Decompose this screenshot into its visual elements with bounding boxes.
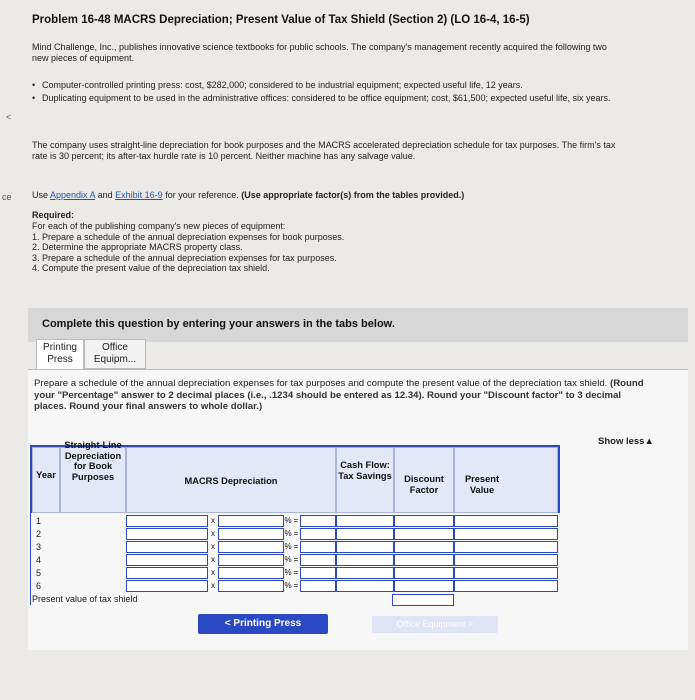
list-item: 1. Prepare a schedule of the annual depreciation expenses for book purposes. <box>32 231 345 242</box>
list-item: 4. Compute the present value of the depreciation tax shield. <box>32 263 270 273</box>
required-list <box>32 221 344 274</box>
col-present-value-header: Present Value <box>464 474 500 495</box>
col-discount-header: Discount Factor <box>404 474 444 495</box>
tab-label-line1: Printing <box>43 342 77 353</box>
equals-sign: = <box>293 555 299 564</box>
equals-sign: = <box>293 568 299 577</box>
equipment-list <box>32 80 632 105</box>
straight-line-input[interactable] <box>126 580 208 592</box>
list-item: 3. Prepare a schedule of the annual depreciation expenses for tax purposes. <box>32 252 337 263</box>
multiply-sign: x <box>211 529 215 538</box>
tab-label-line2: Equipm... <box>93 354 137 365</box>
year-cell: 3 <box>36 542 42 552</box>
col-macrs-header: MACRS Depreciation <box>184 476 278 486</box>
percent-sign: % <box>284 555 292 564</box>
col-straight-line-header: Straight-Line Depreciation for Book Purposes <box>64 440 122 482</box>
instruction-main: Prepare a schedule of the annual depreciation expenses for tax purposes and compute the present value of the depreciation tax shield. <box>34 378 608 389</box>
banner-text: Complete this question by entering your answers in the tabs below. <box>42 318 395 330</box>
straight-line-input[interactable] <box>126 515 208 527</box>
required-heading: Required: <box>32 210 75 220</box>
present-value-input[interactable] <box>454 541 558 553</box>
percent-sign: % <box>284 542 292 551</box>
exhibit-16-9-link[interactable]: Exhibit 16-9 <box>115 190 163 200</box>
equals-sign: = <box>293 581 299 590</box>
discount-factor-input[interactable] <box>394 580 454 592</box>
pv-tax-shield-label: Present value of tax shield <box>32 594 138 604</box>
prev-tab-button[interactable]: < Printing Press <box>198 614 328 634</box>
depreciation-policy: The company uses straight-line depreciation for book purposes and the MACRS accelerated depreciation schedule for tax purposes. The firm's tax rate is 30 percent; its after-tax hurdle rate is 10 percent. Neither machine has any salvage value. <box>32 140 616 161</box>
tab-instructions <box>34 378 644 413</box>
macrs-rate-input[interactable] <box>218 554 284 566</box>
reference-line <box>32 190 652 201</box>
appendix-a-link[interactable]: Appendix A <box>50 190 96 200</box>
show-less-toggle[interactable]: Show less▲ <box>598 436 654 447</box>
straight-line-input[interactable] <box>126 567 208 579</box>
cash-flow-input[interactable] <box>336 567 394 579</box>
equals-sign: = <box>293 516 299 525</box>
present-value-input[interactable] <box>454 580 558 592</box>
col-cash-flow-header: Cash Flow: Tax Savings <box>338 460 392 481</box>
percent-sign: % <box>284 516 292 525</box>
cash-flow-input[interactable] <box>336 580 394 592</box>
discount-factor-input[interactable] <box>394 528 454 540</box>
multiply-sign: x <box>211 568 215 577</box>
list-item: • Computer-controlled printing press: cost, $282,000; considered to be industrial equipment; expected useful life, 12 years. <box>32 80 632 91</box>
percent-sign: % <box>284 529 292 538</box>
multiply-sign: x <box>211 542 215 551</box>
multiply-sign: x <box>211 555 215 564</box>
present-value-input[interactable] <box>454 567 558 579</box>
macrs-rate-input[interactable] <box>218 528 284 540</box>
and-text: and <box>97 190 113 200</box>
collapse-chevron-icon[interactable]: < <box>6 112 12 122</box>
tab-office-equipment[interactable] <box>84 339 146 369</box>
instructions-banner <box>28 308 688 342</box>
present-value-input[interactable] <box>454 554 558 566</box>
instruction-rounding: (Round your "Percentage" answer to 2 decimal places (i.e., .1234 should be entered as 12.34). Round your "Discount factor" to 3 decimal places. Round your final answers to whole dollar.) <box>34 378 644 412</box>
year-cell: 1 <box>36 516 42 526</box>
required-intro: For each of the publishing company's new pieces of equipment: <box>32 221 286 231</box>
year-cell: 5 <box>36 568 42 578</box>
percent-sign: % <box>284 568 292 577</box>
discount-factor-input[interactable] <box>394 515 454 527</box>
discount-factor-input[interactable] <box>394 541 454 553</box>
percent-sign: % <box>284 581 292 590</box>
problem-title: Problem 16-48 MACRS Depreciation; Present Value of Tax Shield (Section 2) (LO 16-4, 16-5) <box>32 14 530 26</box>
tab-label-line2: Press <box>47 354 73 365</box>
macrs-rate-input[interactable] <box>218 515 284 527</box>
year-cell: 4 <box>36 555 42 565</box>
straight-line-input[interactable] <box>126 528 208 540</box>
use-instruction: (Use appropriate factor(s) from the tables provided.) <box>241 190 465 200</box>
list-item: 2. Determine the appropriate MACRS property class. <box>32 242 243 252</box>
side-label: ce <box>2 192 12 202</box>
tab-printing-press[interactable] <box>36 339 84 369</box>
macrs-rate-input[interactable] <box>218 580 284 592</box>
multiply-sign: x <box>211 581 215 590</box>
macrs-depreciation-input[interactable] <box>300 580 336 592</box>
year-cell: 2 <box>36 529 42 539</box>
equals-sign: = <box>293 529 299 538</box>
macrs-depreciation-input[interactable] <box>300 541 336 553</box>
discount-factor-input[interactable] <box>394 554 454 566</box>
list-item: • Duplicating equipment to be used in the administrative offices: considered to be office equipment; cost, $61,500; expected useful life, six years. <box>32 93 632 104</box>
macrs-rate-input[interactable] <box>218 567 284 579</box>
tab-label-line1: Office <box>102 342 128 353</box>
cash-flow-input[interactable] <box>336 554 394 566</box>
macrs-depreciation-input[interactable] <box>300 567 336 579</box>
discount-factor-input[interactable] <box>394 567 454 579</box>
cash-flow-input[interactable] <box>336 541 394 553</box>
macrs-depreciation-input[interactable] <box>300 515 336 527</box>
present-value-input[interactable] <box>454 515 558 527</box>
present-value-input[interactable] <box>454 528 558 540</box>
use-prefix: Use <box>32 190 49 200</box>
equals-sign: = <box>293 542 299 551</box>
cash-flow-input[interactable] <box>336 528 394 540</box>
next-tab-button[interactable]: Office Equipment > <box>372 616 498 633</box>
macrs-rate-input[interactable] <box>218 541 284 553</box>
straight-line-input[interactable] <box>126 541 208 553</box>
pv-total-input[interactable] <box>392 594 454 606</box>
problem-intro: Mind Challenge, Inc., publishes innovative science textbooks for public schools. The company's management recently acquired the following two new pieces of equipment. <box>32 42 607 63</box>
cash-flow-input[interactable] <box>336 515 394 527</box>
macrs-depreciation-input[interactable] <box>300 554 336 566</box>
year-cell: 6 <box>36 581 42 591</box>
use-mid: for your reference. <box>165 190 239 200</box>
col-year-header: Year <box>36 470 56 480</box>
macrs-depreciation-input[interactable] <box>300 528 336 540</box>
multiply-sign: x <box>211 516 215 525</box>
straight-line-input[interactable] <box>126 554 208 566</box>
